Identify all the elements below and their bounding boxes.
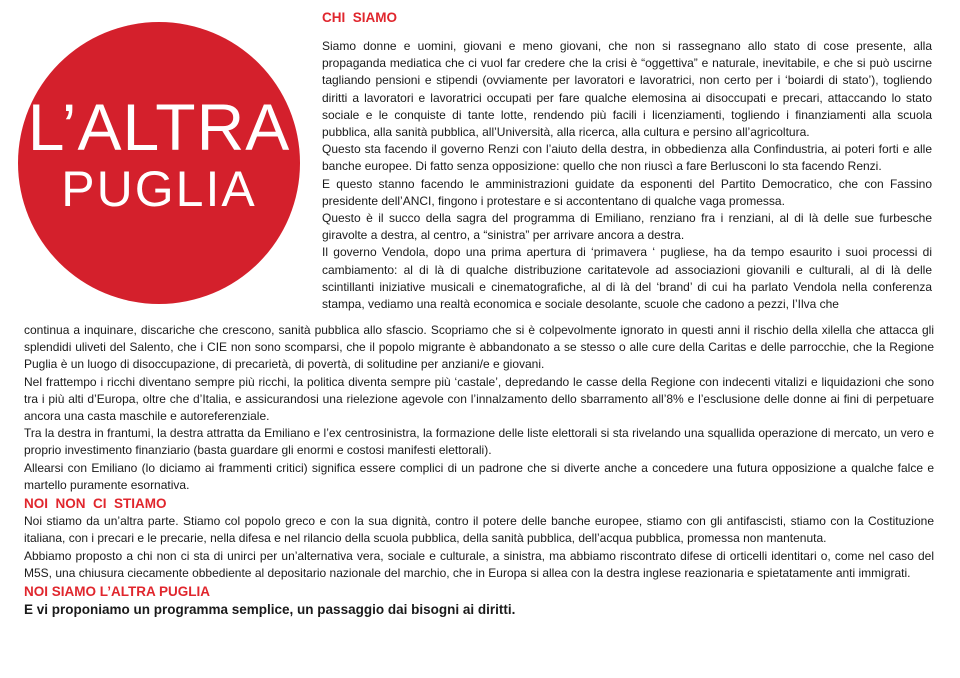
noi-non-ci-stiamo-heading: NOI NON CI STIAMO: [24, 496, 167, 512]
noi-siamo-heading: NOI SIAMO L’ALTRA PUGLIA: [24, 584, 210, 600]
closing-statement: E vi proponiamo un programma semplice, un passaggio dai bisogni ai diritti.: [24, 602, 516, 618]
logo-line-1: L’ALTRA: [27, 90, 291, 164]
intro-column: [322, 38, 932, 313]
paragraph: Il governo Vendola, dopo una prima apertura di ‘primavera ‘ pugliese, ha da tempo esaurito i suoi processi di cambiamento: al di là di qualche distribuzione caritatevole ad associazioni giovanili e culturali, al di là delle scintillanti iniziative musicali e cinematografiche, al di là del ‘brand’ di cui ha parlato Vendola nella conferenza stampa, vediamo una realtà economica e sociale desolante, scuole che cadono a pezzi, l’Ilva che: [322, 245, 932, 312]
full-width-text: [24, 322, 934, 618]
paragraph: E questo stanno facendo le amministrazioni guidate da esponenti del Partito Democratico, che con Fassino presidente dell’ANCI, fingono i protestare e si accontentano di qualche vaga promessa.: [322, 176, 932, 208]
paragraph: Allearsi con Emiliano (lo diciamo ai frammenti critici) significa essere complici di un padrone che si diverte anche a concedere una futura opposizione a qualche falce e martello puramente esornativa.: [24, 460, 934, 492]
logo-line-2: PUGLIA: [61, 161, 257, 217]
paragraph: Abbiamo proposto a chi non ci sta di unirci per un’alternativa vera, sociale e culturale, a sinistra, ma abbiamo riscontrato difese di orticelli identitari o, come nel caso del M5S, una chiusura ciecamente obbediente al depositario nazionale del marchio, che in Europa si allea con la destra inglese reazionaria e spietatamente anti immigrati.: [24, 548, 934, 580]
paragraph: Tra la destra in frantumi, la destra attratta da Emiliano e l’ex centrosinistra, la formazione delle liste elettorali si sta rivelando una squallida operazione di mercato, un vero e proprio investimento finanziario (basta guardare gli enormi e costosi manifesti elettorali).: [24, 426, 934, 458]
paragraph: continua a inquinare, discariche che crescono, sanità pubblica allo sfascio. Scopriamo che si è colpevolmente ignorato in questi anni il rischio della xilella che attacca gli splendidi uliveti del Salento, che i CIE non sono scomparsi, che il popolo migrante è abbandonato a se stesso o alle cure della Caritas e delle parrocchie, che la Regione Puglia è un luogo di disoccupazione, di precarietà, di povertà, di solitudine per anziani/e e giovani.: [24, 323, 934, 372]
paragraph: Questo sta facendo il governo Renzi con l’aiuto della destra, in obbedienza alla Confindustria, ai poteri forti e alle banche europee. Di fatto senza opposizione: quello che non riuscì a fare Berlusconi lo sta facendo Renzi.: [322, 142, 932, 174]
paragraph: Siamo donne e uomini, giovani e meno giovani, che non si rassegnano allo stato di cose presente, alla propaganda mediatica che ci vuol far credere che la crisi è “oggettiva” e naturale, inevitabile, e che si può uscirne tagliando pensioni e stipendi (ovviamente per lavoratori e lavoratrici, non certo per i ‘boiardi di stato’), togliendo diritti a lavoratori e lavoratrici occupati per fare qualche elemosina ai disoccupati e precari, attaccando lo stato sociale e le conquiste di tante lotte, rendendo più facili i licenziamenti, togliendo i finanziamenti alla scuola pubblica, alla sanità pubblica, all’Università, alla ricerca, alla cultura e persino all’agricoltura.: [322, 39, 932, 140]
altra-puglia-logo: [18, 22, 300, 304]
paragraph: Questo è il succo della sagra del programma di Emiliano, renziano fra i renziani, al di là delle sue furbesche giravolte a destra, al centro, a “sinistra” per arrivare ancora a destra.: [322, 211, 932, 243]
chi-siamo-heading: CHI SIAMO: [322, 10, 398, 25]
paragraph: Noi stiamo da un’altra parte. Stiamo col popolo greco e con la sua dignità, contro il potere delle banche europee, stiamo con gli antifascisti, stiamo con la Costituzione italiana, con i precari e le precarie, nella difesa e nel rilancio della scuola pubblica, della sanità pubblica, dell’acqua pubblica, promessa non mantenuta.: [24, 514, 934, 546]
paragraph: Nel frattempo i ricchi diventano sempre più ricchi, la politica diventa sempre più ‘castale’, depredando le casse della Regione con indecenti vitalizi e liquidazioni che sono tra i più alti d’Europa, oltre che d’Italia, e assicurandosi una rielezione agevole con l’innalzamento dello sbarramento all’8% e l’esclusione delle donne ai fini di perpetuare ancora una casta maschile e autoreferenziale.: [24, 374, 934, 424]
